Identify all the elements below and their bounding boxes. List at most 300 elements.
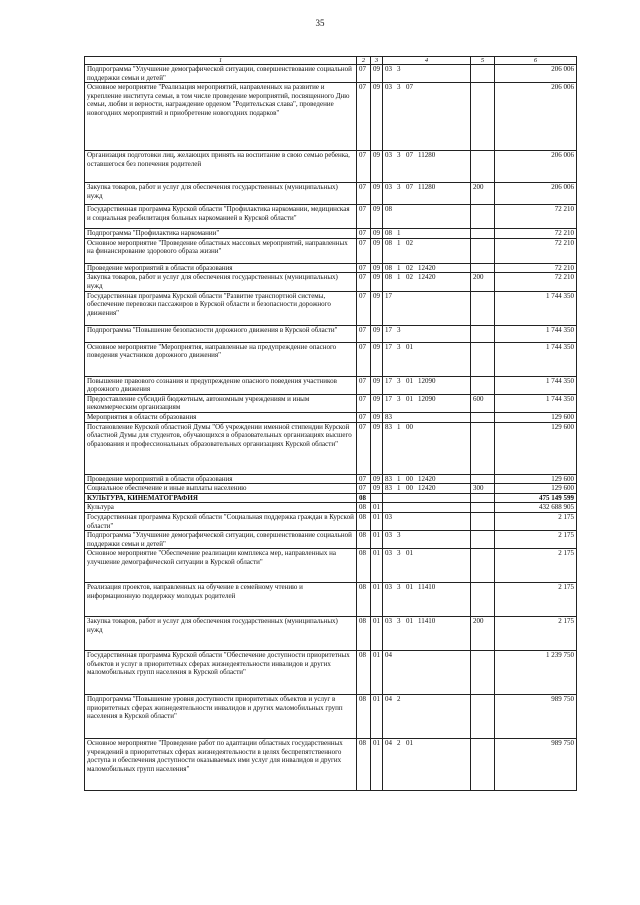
cell-section: 07	[357, 484, 371, 494]
code-event: 02	[406, 273, 413, 282]
code-direction	[418, 651, 440, 660]
cell-expense-type	[471, 376, 495, 394]
cell-target-article	[383, 238, 471, 263]
code-event: 07	[406, 183, 413, 192]
code-subprogram: 3	[397, 83, 401, 92]
cell-name: Основное мероприятие "Проведение работ по адаптации областных государственных учреждений в приоритетных сферах жизнедеятельности в целях беспрепятственного доступа и обеспечения доступности оказываемых ими услуг для инвалидов и других маломобильных групп населения"	[85, 739, 357, 791]
code-subprogram: 3	[397, 583, 401, 592]
code-event: 00	[406, 422, 413, 431]
code-event: 07	[406, 83, 413, 92]
table-row	[85, 422, 577, 474]
cell-section: 08	[357, 531, 371, 549]
code-program: 04	[385, 695, 392, 704]
cell-subsection: 09	[371, 238, 383, 263]
code-program: 03	[385, 617, 392, 626]
cell-expense-type	[471, 325, 495, 342]
cell-section: 08	[357, 503, 371, 513]
code-subprogram: 2	[397, 695, 401, 704]
cell-name: Реализация проектов, направленных на обучение в семейному чтению и информационную поддержку молодых родителей	[85, 583, 357, 617]
cell-amount: 475 149 599	[495, 493, 577, 503]
code-direction	[418, 423, 440, 432]
cell-section: 07	[357, 238, 371, 263]
code-event	[406, 205, 418, 214]
cell-target-article	[383, 651, 471, 695]
code-subprogram: 1	[397, 422, 401, 431]
cell-section: 07	[357, 394, 371, 412]
cell-name: Подпрограмма "Повышение уровня доступности приоритетных объектов и услуг в приоритетных сферах жизнедеятельности инвалидов и других маломобильных групп населения в Курской области"	[85, 695, 357, 739]
cell-target-article	[383, 695, 471, 739]
cell-section: 08	[357, 549, 371, 583]
cell-section: 07	[357, 151, 371, 183]
code-subprogram: 3	[397, 531, 401, 540]
cell-subsection	[371, 493, 383, 503]
cell-expense-type	[471, 65, 495, 83]
table-row	[85, 651, 577, 695]
code-subprogram: 3	[397, 617, 401, 626]
table-row	[85, 325, 577, 342]
cell-amount: 1 744 350	[495, 376, 577, 394]
code-program: 17	[385, 394, 392, 403]
cell-name: Подпрограмма "Улучшение демографической ситуации, совершенствование социальной поддержки семьи и детей"	[85, 65, 357, 83]
code-program: 83	[385, 412, 392, 421]
cell-section: 08	[357, 512, 371, 530]
code-event	[406, 413, 418, 422]
table-row	[85, 503, 577, 513]
table-row	[85, 183, 577, 205]
code-subprogram	[397, 205, 406, 214]
cell-target-article	[383, 291, 471, 325]
code-direction	[418, 695, 440, 704]
code-direction: 12420	[418, 474, 436, 483]
code-event	[406, 695, 418, 704]
cell-expense-type	[471, 412, 495, 422]
cell-section: 07	[357, 183, 371, 205]
cell-name: Социальное обеспечение и иные выплаты населению	[85, 484, 357, 494]
code-event: 01	[406, 583, 413, 592]
cell-target-article	[383, 549, 471, 583]
cell-section: 07	[357, 474, 371, 484]
code-direction: 11280	[418, 151, 436, 160]
code-program: 03	[385, 583, 392, 592]
cell-subsection: 01	[371, 549, 383, 583]
code-event: 01	[406, 342, 413, 351]
cell-target-article	[383, 325, 471, 342]
cell-amount: 129 600	[495, 412, 577, 422]
cell-expense-type	[471, 474, 495, 484]
cell-amount: 206 006	[495, 183, 577, 205]
cell-amount: 432 688 905	[495, 503, 577, 513]
cell-expense-type	[471, 422, 495, 474]
code-program: 03	[385, 531, 392, 540]
cell-target-article	[383, 493, 471, 503]
cell-amount: 1 239 750	[495, 651, 577, 695]
cell-target-article	[383, 412, 471, 422]
code-event: 07	[406, 151, 413, 160]
code-event	[406, 531, 418, 540]
cell-amount: 2 175	[495, 531, 577, 549]
code-program: 03	[385, 83, 392, 92]
header-col-6: 6	[495, 57, 577, 65]
cell-expense-type: 200	[471, 273, 495, 291]
cell-subsection: 01	[371, 695, 383, 739]
cell-amount: 1 744 350	[495, 291, 577, 325]
code-subprogram: 2	[397, 739, 401, 748]
code-event	[406, 651, 418, 660]
cell-amount: 72 210	[495, 205, 577, 229]
code-program: 04	[385, 651, 392, 660]
cell-expense-type	[471, 583, 495, 617]
cell-section: 08	[357, 617, 371, 651]
code-program: 03	[385, 151, 392, 160]
code-program: 17	[385, 376, 392, 385]
cell-name: Подпрограмма "Профилактика наркомании"	[85, 229, 357, 239]
code-program: 83	[385, 484, 392, 493]
code-direction	[418, 513, 440, 522]
code-subprogram: 3	[397, 376, 401, 385]
cell-expense-type	[471, 531, 495, 549]
cell-amount: 2 175	[495, 583, 577, 617]
cell-subsection: 09	[371, 83, 383, 151]
cell-subsection: 09	[371, 183, 383, 205]
code-event: 02	[406, 263, 413, 272]
code-subprogram: 1	[397, 263, 401, 272]
cell-subsection: 01	[371, 651, 383, 695]
code-program: 08	[385, 263, 392, 272]
cell-subsection: 09	[371, 291, 383, 325]
page-number: 35	[315, 18, 325, 28]
cell-subsection: 09	[371, 394, 383, 412]
code-direction	[418, 83, 440, 92]
code-subprogram: 1	[397, 229, 401, 238]
code-direction	[418, 65, 440, 74]
code-program: 03	[385, 512, 392, 521]
cell-section: 07	[357, 83, 371, 151]
cell-name: Подпрограмма "Улучшение демографической ситуации, совершенствование социальной поддержки семьи и детей"	[85, 531, 357, 549]
cell-target-article	[383, 205, 471, 229]
header-col-5: 5	[471, 57, 495, 65]
code-event: 00	[406, 484, 413, 493]
table-row	[85, 512, 577, 530]
cell-section: 08	[357, 493, 371, 503]
cell-expense-type	[471, 229, 495, 239]
cell-expense-type: 300	[471, 484, 495, 494]
code-subprogram	[397, 292, 406, 301]
cell-target-article	[383, 83, 471, 151]
cell-name: Закупка товаров, работ и услуг для обеспечения государственных (муниципальных) нужд	[85, 273, 357, 291]
table-header-row	[85, 57, 577, 65]
table-row	[85, 229, 577, 239]
code-subprogram: 1	[397, 238, 401, 247]
cell-target-article	[383, 263, 471, 273]
cell-expense-type	[471, 291, 495, 325]
cell-target-article	[383, 739, 471, 791]
code-subprogram: 3	[397, 183, 401, 192]
code-subprogram: 3	[397, 325, 401, 334]
cell-name: Государственная программа Курской области "Обеспечение доступности приоритетных объектов и услуг в приоритетных сферах жизнедеятельности инвалидов и других маломобильных групп населения в Курской области"	[85, 651, 357, 695]
cell-expense-type	[471, 503, 495, 513]
budget-table	[84, 56, 577, 791]
table-row	[85, 151, 577, 183]
table-row	[85, 342, 577, 376]
code-program: 17	[385, 291, 392, 300]
cell-section: 07	[357, 376, 371, 394]
table-row	[85, 65, 577, 83]
code-event	[406, 326, 418, 335]
cell-target-article	[383, 376, 471, 394]
cell-section: 07	[357, 65, 371, 83]
cell-expense-type	[471, 651, 495, 695]
cell-name: Основное мероприятие "Мероприятия, направленные на предупреждение опасного поведения участников дорожного движения"	[85, 342, 357, 376]
cell-subsection: 09	[371, 342, 383, 376]
code-event: 01	[406, 739, 413, 748]
code-subprogram: 3	[397, 151, 401, 160]
cell-expense-type	[471, 739, 495, 791]
cell-target-article	[383, 229, 471, 239]
cell-target-article	[383, 503, 471, 513]
cell-expense-type: 600	[471, 394, 495, 412]
cell-amount: 206 006	[495, 151, 577, 183]
cell-name: Закупка товаров, работ и услуг для обеспечения государственных (муниципальных) нужд	[85, 183, 357, 205]
code-subprogram	[397, 413, 406, 422]
cell-target-article	[383, 531, 471, 549]
cell-amount: 1 744 350	[495, 342, 577, 376]
code-program: 08	[385, 273, 392, 282]
cell-expense-type	[471, 512, 495, 530]
code-program: 08	[385, 229, 392, 238]
cell-name: Организация подготовки лиц, желающих принять на воспитание в свою семью ребенка, оставшегося без попечения родителей	[85, 151, 357, 183]
table-row	[85, 376, 577, 394]
cell-subsection: 09	[371, 325, 383, 342]
cell-expense-type	[471, 342, 495, 376]
code-subprogram	[397, 513, 406, 522]
cell-name: Повышение правового сознания и предупреждение опасного поведения участников дорожного движения	[85, 376, 357, 394]
cell-amount: 72 210	[495, 263, 577, 273]
cell-amount: 129 600	[495, 484, 577, 494]
cell-subsection: 01	[371, 531, 383, 549]
table-row	[85, 291, 577, 325]
table-row	[85, 695, 577, 739]
code-program: 83	[385, 422, 392, 431]
code-direction: 12420	[418, 273, 436, 282]
code-program: 03	[385, 549, 392, 558]
code-program: 17	[385, 325, 392, 334]
cell-amount: 72 210	[495, 238, 577, 263]
code-direction: 12090	[418, 394, 436, 403]
cell-subsection: 09	[371, 273, 383, 291]
cell-name: Основное мероприятие "Обеспечение реализации комплекса мер, направленных на улучшение демографической ситуации в Курской области"	[85, 549, 357, 583]
cell-subsection: 09	[371, 263, 383, 273]
code-program: 04	[385, 739, 392, 748]
header-col-1: 1	[85, 57, 357, 65]
code-direction: 12420	[418, 484, 436, 493]
cell-name: Основное мероприятие "Проведение областных массовых мероприятий, направленных на финансирование здорового образа жизни"	[85, 238, 357, 263]
code-program: 03	[385, 65, 392, 73]
cell-section: 07	[357, 422, 371, 474]
cell-name: Государственная программа Курской области "Социальная поддержка граждан в Курской области"	[85, 512, 357, 530]
code-direction: 11410	[418, 583, 436, 592]
code-subprogram	[397, 651, 406, 660]
table-row	[85, 205, 577, 229]
cell-name: Проведение мероприятий в области образования	[85, 474, 357, 484]
code-direction	[418, 739, 440, 748]
code-direction: 11410	[418, 617, 436, 626]
table-row	[85, 549, 577, 583]
header-col-2: 2	[357, 57, 371, 65]
code-event	[406, 513, 418, 522]
code-direction	[418, 549, 440, 558]
cell-subsection: 09	[371, 422, 383, 474]
header-col-4: 4	[383, 57, 471, 65]
code-subprogram: 3	[397, 549, 401, 558]
code-program: 83	[385, 474, 392, 483]
code-event: 01	[406, 617, 413, 626]
cell-subsection: 09	[371, 412, 383, 422]
code-direction: 11280	[418, 183, 436, 192]
cell-section: 08	[357, 739, 371, 791]
cell-name: Проведение мероприятий в области образования	[85, 263, 357, 273]
code-event: 01	[406, 394, 413, 403]
table-row	[85, 531, 577, 549]
cell-target-article	[383, 474, 471, 484]
code-event	[406, 292, 418, 301]
table-row	[85, 412, 577, 422]
cell-amount: 2 175	[495, 549, 577, 583]
cell-subsection: 09	[371, 474, 383, 484]
cell-target-article	[383, 183, 471, 205]
code-program: 17	[385, 342, 392, 351]
cell-name: КУЛЬТУРА, КИНЕМАТОГРАФИЯ	[85, 493, 357, 503]
cell-name: Культура	[85, 503, 357, 513]
cell-expense-type	[471, 83, 495, 151]
table-row	[85, 83, 577, 151]
code-event: 01	[406, 549, 413, 558]
cell-name: Основное мероприятие "Реализация мероприятий, направленных на развитие и укрепление института семьи, в том числе проведение мероприятий, посвященного Дню семьи, любви и верности, награждение орденом "Родительская слава", проведение новогодних мероприятий и приобретение новогодних подарков"	[85, 83, 357, 151]
table-row	[85, 617, 577, 651]
cell-amount: 1 744 350	[495, 394, 577, 412]
cell-subsection: 09	[371, 229, 383, 239]
cell-section: 07	[357, 263, 371, 273]
cell-expense-type: 200	[471, 617, 495, 651]
code-direction	[418, 292, 440, 301]
code-event: 02	[406, 238, 413, 247]
cell-name: Государственная программа Курской области "Профилактика наркомании, медицинская и социальная реабилитация больных наркоманией в Курской области"	[85, 205, 357, 229]
table-row	[85, 238, 577, 263]
cell-amount: 206 006	[495, 83, 577, 151]
code-direction	[418, 413, 440, 422]
cell-subsection: 01	[371, 617, 383, 651]
cell-target-article	[383, 484, 471, 494]
cell-target-article	[383, 583, 471, 617]
cell-amount: 72 210	[495, 229, 577, 239]
table-row	[85, 583, 577, 617]
cell-subsection: 01	[371, 503, 383, 513]
code-direction	[418, 531, 440, 540]
cell-name: Закупка товаров, работ и услуг для обеспечения государственных (муниципальных) нужд	[85, 617, 357, 651]
cell-expense-type	[471, 549, 495, 583]
cell-expense-type	[471, 695, 495, 739]
cell-amount: 72 210	[495, 273, 577, 291]
cell-section: 07	[357, 229, 371, 239]
code-program: 03	[385, 183, 392, 192]
cell-subsection: 09	[371, 484, 383, 494]
code-direction	[418, 326, 440, 335]
cell-subsection: 01	[371, 739, 383, 791]
code-program: 08	[385, 205, 392, 214]
cell-amount: 989 750	[495, 695, 577, 739]
cell-subsection: 01	[371, 583, 383, 617]
cell-subsection: 09	[371, 65, 383, 83]
cell-amount: 1 744 350	[495, 325, 577, 342]
cell-target-article	[383, 512, 471, 530]
cell-subsection: 09	[371, 376, 383, 394]
cell-expense-type	[471, 263, 495, 273]
cell-amount: 129 600	[495, 422, 577, 474]
cell-subsection: 09	[371, 151, 383, 183]
code-direction: 12090	[418, 376, 436, 385]
code-subprogram: 1	[397, 474, 401, 483]
cell-name: Постановление Курской областной Думы "Об учреждении именной стипендии Курской областной Думы для студентов, обучающихся в образовательных организациях высшего образования и профессиональных образовательных организациях Курской области"	[85, 422, 357, 474]
code-subprogram: 3	[397, 342, 401, 351]
cell-target-article	[383, 342, 471, 376]
code-subprogram: 1	[397, 273, 401, 282]
cell-section: 07	[357, 205, 371, 229]
cell-expense-type	[471, 238, 495, 263]
cell-name: Государственная программа Курской области "Развитие транспортной системы, обеспечение перевозки пассажиров в Курской области и безопасности дорожного движения"	[85, 291, 357, 325]
table-row	[85, 394, 577, 412]
cell-target-article	[383, 394, 471, 412]
header-col-3: 3	[371, 57, 383, 65]
code-event: 00	[406, 474, 413, 483]
cell-target-article	[383, 422, 471, 474]
cell-target-article	[383, 617, 471, 651]
cell-target-article	[383, 65, 471, 83]
code-direction	[418, 239, 440, 248]
cell-section: 08	[357, 651, 371, 695]
code-subprogram: 1	[397, 484, 401, 493]
table-row	[85, 263, 577, 273]
cell-amount: 2 175	[495, 512, 577, 530]
code-subprogram: 3	[397, 394, 401, 403]
cell-expense-type	[471, 205, 495, 229]
cell-expense-type	[471, 493, 495, 503]
code-direction	[418, 343, 440, 352]
cell-expense-type	[471, 151, 495, 183]
code-program: 08	[385, 238, 392, 247]
cell-name: Предоставление субсидий бюджетным, автономным учреждениям и иным некоммерческим организациям	[85, 394, 357, 412]
cell-section: 08	[357, 583, 371, 617]
cell-target-article	[383, 273, 471, 291]
cell-section: 07	[357, 412, 371, 422]
cell-section: 08	[357, 695, 371, 739]
cell-name: Подпрограмма "Повышение безопасности дорожного движения в Курской области"	[85, 325, 357, 342]
code-direction: 12420	[418, 263, 436, 272]
table-row	[85, 739, 577, 791]
code-subprogram: 3	[397, 65, 401, 73]
table-row	[85, 484, 577, 494]
cell-amount: 129 600	[495, 474, 577, 484]
cell-target-article	[383, 151, 471, 183]
code-event	[406, 65, 418, 74]
code-event: 01	[406, 376, 413, 385]
code-direction	[418, 229, 440, 238]
cell-amount: 2 175	[495, 617, 577, 651]
cell-subsection: 01	[371, 512, 383, 530]
cell-section: 07	[357, 273, 371, 291]
code-event	[406, 229, 418, 238]
cell-section: 07	[357, 325, 371, 342]
cell-amount: 206 006	[495, 65, 577, 83]
code-direction	[418, 205, 440, 214]
